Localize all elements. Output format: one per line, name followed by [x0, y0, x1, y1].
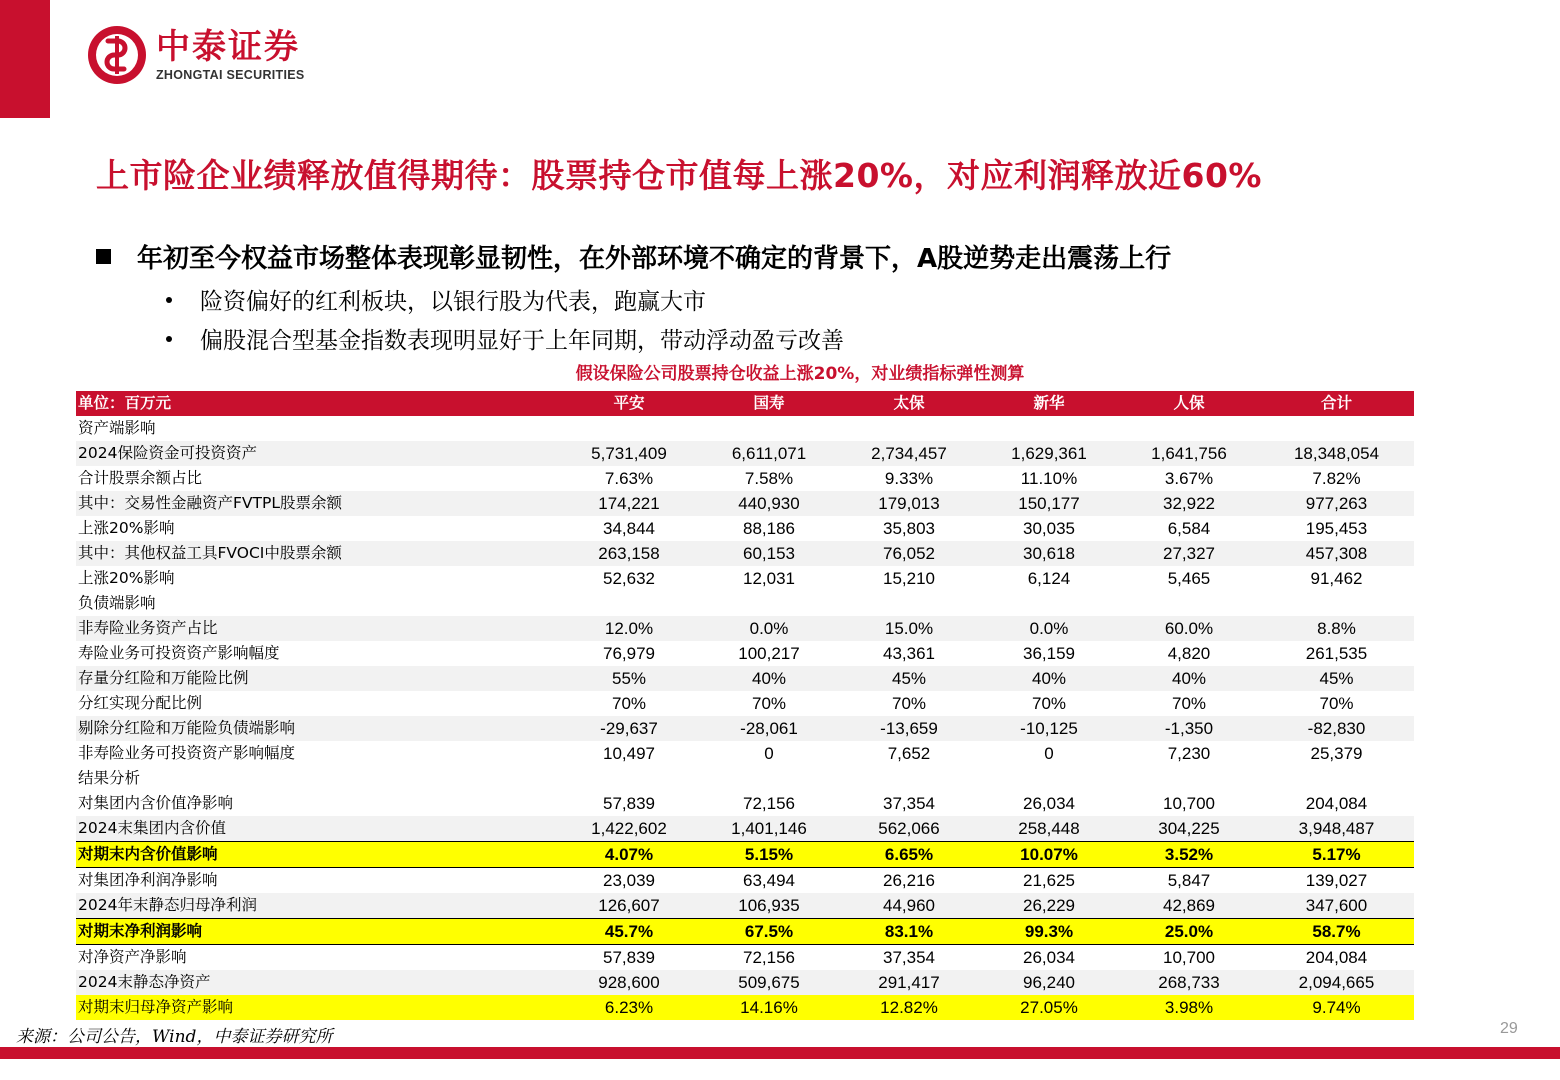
value-cell: 45% [839, 666, 979, 691]
value-cell [839, 591, 979, 616]
value-cell: 10,700 [1163, 948, 1215, 967]
value-cell: 35,803 [883, 519, 935, 538]
value-cell [699, 766, 839, 791]
value-cell: 32,922 [1119, 491, 1259, 516]
left-accent-bar [0, 0, 50, 118]
value-cell [699, 591, 839, 616]
value-cell: 11.10% [1020, 469, 1078, 488]
value-cell: 45.7% [559, 919, 699, 945]
value-cell: 70% [891, 694, 927, 713]
value-cell: 0.0% [699, 616, 839, 641]
value-cell: 12.82% [839, 995, 979, 1020]
table-row [76, 970, 1414, 995]
value-cell [1119, 766, 1259, 791]
table-row [76, 842, 1414, 868]
value-cell: 4.07% [559, 842, 699, 868]
header-company-cell: 太保 [839, 391, 979, 416]
value-cell: 258,448 [979, 816, 1119, 842]
table-row [76, 816, 1414, 842]
value-cell: 6,611,071 [699, 441, 839, 466]
value-cell: 99.3% [979, 919, 1119, 945]
value-cell: 204,084 [1305, 948, 1368, 967]
table-row [76, 716, 1414, 741]
table-row [76, 616, 1414, 641]
value-cell [1259, 416, 1414, 441]
table-row [76, 766, 1414, 791]
table-row [76, 491, 1414, 516]
value-cell: 509,675 [699, 970, 839, 995]
value-cell: 5.15% [699, 842, 839, 868]
sub-bullet-2 [166, 322, 844, 355]
square-bullet-icon [96, 249, 111, 264]
value-cell: 10.07% [979, 842, 1119, 868]
value-cell: 5.17% [1259, 842, 1414, 868]
value-cell: 291,417 [839, 970, 979, 995]
value-cell: 139,027 [1305, 871, 1368, 890]
value-cell: 100,217 [738, 644, 800, 663]
value-cell: 15.0% [839, 616, 979, 641]
value-cell: 30,618 [979, 541, 1119, 566]
table-row [76, 566, 1414, 591]
value-cell: 14.16% [699, 995, 839, 1020]
value-cell: 27.05% [979, 995, 1119, 1020]
value-cell: 52,632 [603, 569, 655, 588]
row-label-cell: 寿险业务可投资资产影响幅度 [78, 644, 280, 662]
value-cell: 67.5% [699, 919, 839, 945]
value-cell: 10,700 [1163, 794, 1215, 813]
zhongtai-logo-icon [86, 24, 148, 86]
value-cell: 9.33% [884, 469, 934, 488]
logo-name-en: ZHONGTAI SECURITIES [156, 68, 305, 82]
value-cell: 60.0% [1119, 616, 1259, 641]
value-cell: 1,641,756 [1119, 441, 1259, 466]
value-cell: 0 [764, 744, 774, 763]
value-cell: 150,177 [979, 491, 1119, 516]
value-cell: 106,935 [699, 893, 839, 919]
value-cell: 0 [1044, 744, 1054, 763]
value-cell: 7,652 [887, 744, 931, 763]
value-cell: 1,422,602 [559, 816, 699, 842]
table-header-row [76, 391, 1414, 416]
value-cell: 37,354 [883, 948, 935, 967]
value-cell: 76,979 [603, 644, 655, 663]
value-cell [559, 416, 699, 441]
value-cell: 2,094,665 [1259, 970, 1414, 995]
sub-bullet-text: 偏股混合型基金指数表现明显好于上年同期，带动浮动盈亏改善 [200, 328, 844, 354]
value-cell: 179,013 [839, 491, 979, 516]
value-cell: 63,494 [743, 871, 795, 890]
value-cell: 3.52% [1119, 842, 1259, 868]
dot-bullet-icon [166, 297, 172, 303]
table-row [76, 791, 1414, 816]
table-row [76, 441, 1414, 466]
value-cell: 60,153 [699, 541, 839, 566]
value-cell: 928,600 [559, 970, 699, 995]
row-label-cell: 负债端影响 [78, 594, 156, 612]
sub-bullet-text: 险资偏好的红利板块，以银行股为代表，跑赢大市 [200, 289, 706, 315]
footer-bar [0, 1047, 1560, 1059]
value-cell: 96,240 [979, 970, 1119, 995]
table-row [76, 466, 1414, 491]
value-cell: 174,221 [559, 491, 699, 516]
value-cell: 23,039 [603, 871, 655, 890]
value-cell: 76,052 [839, 541, 979, 566]
header-company-cell: 新华 [979, 391, 1119, 416]
value-cell: 6,124 [1027, 569, 1071, 588]
table-row [76, 666, 1414, 691]
value-cell: 347,600 [1259, 893, 1414, 919]
value-cell: 36,159 [1023, 644, 1075, 663]
value-cell: 6.65% [839, 842, 979, 868]
table-row [76, 541, 1414, 566]
value-cell: 72,156 [743, 794, 795, 813]
value-cell: 57,839 [603, 794, 655, 813]
value-cell: 1,401,146 [699, 816, 839, 842]
value-cell [1259, 766, 1414, 791]
table-row [76, 516, 1414, 541]
table-row [76, 868, 1414, 894]
value-cell: 7,230 [1167, 744, 1211, 763]
value-cell: -10,125 [979, 716, 1119, 741]
value-cell: 26,034 [1023, 794, 1075, 813]
value-cell [979, 766, 1119, 791]
value-cell: 57,839 [603, 948, 655, 967]
value-cell [1119, 416, 1259, 441]
main-bullet-text: 年初至今权益市场整体表现彰显韧性，在外部环境不确定的背景下，A股逆势走出震荡上行 [137, 244, 1172, 274]
value-cell: 6,584 [1167, 519, 1211, 538]
dot-bullet-icon [166, 336, 172, 342]
value-cell [559, 766, 699, 791]
row-label-cell: 剔除分红险和万能险负债端影响 [76, 716, 559, 741]
value-cell: 9.74% [1259, 995, 1414, 1020]
row-label-cell: 存量分红险和万能险比例 [76, 666, 559, 691]
value-cell: 3.98% [1119, 995, 1259, 1020]
value-cell: 263,158 [559, 541, 699, 566]
value-cell: 37,354 [883, 794, 935, 813]
value-cell: 42,869 [1119, 893, 1259, 919]
value-cell: 7.58% [744, 469, 794, 488]
value-cell: 45% [1259, 666, 1414, 691]
value-cell: 10,497 [603, 744, 655, 763]
table-row [76, 893, 1414, 919]
value-cell [979, 591, 1119, 616]
header-unit-cell: 单位：百万元 [76, 391, 559, 416]
value-cell: -1,350 [1119, 716, 1259, 741]
value-cell: 204,084 [1305, 794, 1368, 813]
row-label-cell: 其中：其他权益工具FVOCI中股票余额 [76, 541, 559, 566]
row-label-cell: 对净资产净影响 [78, 948, 187, 966]
table-row [76, 741, 1414, 766]
value-cell: 34,844 [603, 519, 655, 538]
row-label-cell: 对集团净利润净影响 [78, 871, 218, 889]
table-row [76, 416, 1414, 441]
sensitivity-table [76, 391, 1414, 1020]
source-note: 来源：公司公告，Wind，中泰证券研究所 [16, 1027, 333, 1047]
value-cell: 0.0% [979, 616, 1119, 641]
value-cell: 83.1% [839, 919, 979, 945]
value-cell: 1,629,361 [979, 441, 1119, 466]
logo [86, 24, 305, 86]
value-cell: 3,948,487 [1259, 816, 1414, 842]
row-label-cell: 分红实现分配比例 [78, 694, 203, 712]
table-body [76, 416, 1414, 1020]
table-row [76, 591, 1414, 616]
row-label-cell: 合计股票余额占比 [78, 469, 203, 487]
value-cell: 58.7% [1259, 919, 1414, 945]
value-cell: 268,733 [1119, 970, 1259, 995]
value-cell: 2,734,457 [839, 441, 979, 466]
value-cell: 261,535 [1305, 644, 1368, 663]
row-label-cell: 上涨20%影响 [78, 519, 175, 537]
value-cell: 91,462 [1310, 569, 1363, 588]
header-company-cell: 国寿 [699, 391, 839, 416]
value-cell [839, 416, 979, 441]
value-cell: 440,930 [699, 491, 839, 516]
value-cell: 44,960 [839, 893, 979, 919]
value-cell: 70% [1171, 694, 1207, 713]
value-cell: 70% [751, 694, 787, 713]
value-cell: 457,308 [1259, 541, 1414, 566]
main-bullet [96, 238, 1171, 275]
table-row [76, 641, 1414, 666]
row-label-cell: 2024末集团内含价值 [76, 816, 559, 842]
value-cell: 26,216 [883, 871, 935, 890]
value-cell: 977,263 [1259, 491, 1414, 516]
value-cell: 30,035 [1023, 519, 1075, 538]
value-cell: 15,210 [883, 569, 935, 588]
value-cell: 43,361 [883, 644, 935, 663]
value-cell: 6.23% [559, 995, 699, 1020]
header-company-cell: 合计 [1259, 391, 1414, 416]
value-cell: 70% [611, 694, 647, 713]
value-cell: 562,066 [839, 816, 979, 842]
value-cell [1119, 591, 1259, 616]
value-cell: 26,229 [979, 893, 1119, 919]
page-title: 上市险企业绩释放值得期待：股票持仓市值每上涨20%，对应利润释放近60% [96, 156, 1262, 195]
row-label-cell: 对期末净利润影响 [76, 919, 559, 945]
value-cell: 70% [1031, 694, 1067, 713]
value-cell: 7.82% [1312, 469, 1361, 488]
row-label-cell: 对集团内含价值净影响 [78, 794, 234, 812]
value-cell [559, 591, 699, 616]
row-label-cell: 2024保险资金可投资资产 [76, 441, 559, 466]
row-label-cell: 结果分析 [78, 769, 141, 787]
value-cell [699, 416, 839, 441]
value-cell: 55% [559, 666, 699, 691]
value-cell: 12,031 [743, 569, 795, 588]
value-cell: 12.0% [559, 616, 699, 641]
value-cell: -29,637 [559, 716, 699, 741]
value-cell [1259, 591, 1414, 616]
header-company-cell: 平安 [559, 391, 699, 416]
value-cell: 40% [1119, 666, 1259, 691]
value-cell: 8.8% [1259, 616, 1414, 641]
value-cell [979, 416, 1119, 441]
value-cell: 5,731,409 [559, 441, 699, 466]
row-label-cell: 其中：交易性金融资产FVTPL股票余额 [76, 491, 559, 516]
value-cell: 25.0% [1119, 919, 1259, 945]
row-label-cell: 非寿险业务可投资资产影响幅度 [78, 744, 296, 762]
value-cell: 7.63% [604, 469, 654, 488]
logo-name-cn: 中泰证券 [156, 27, 300, 67]
value-cell: 4,820 [1167, 644, 1211, 663]
row-label-cell: 对期末归母净资产影响 [76, 995, 559, 1020]
row-label-cell: 2024末静态净资产 [76, 970, 559, 995]
value-cell: 40% [979, 666, 1119, 691]
table-title: 假设保险公司股票持仓收益上涨20%，对业绩指标弹性测算 [575, 364, 1025, 384]
row-label-cell: 非寿险业务资产占比 [76, 616, 559, 641]
sub-bullet-1 [166, 283, 706, 316]
value-cell: 70% [1319, 694, 1354, 713]
value-cell: 126,607 [559, 893, 699, 919]
value-cell: 3.67% [1164, 469, 1214, 488]
table-row [76, 691, 1414, 716]
value-cell: -28,061 [699, 716, 839, 741]
value-cell [839, 766, 979, 791]
value-cell: -82,830 [1259, 716, 1414, 741]
value-cell: 18,348,054 [1259, 441, 1414, 466]
value-cell: 88,186 [743, 519, 795, 538]
row-label-cell: 资产端影响 [78, 419, 156, 437]
value-cell: 27,327 [1119, 541, 1259, 566]
value-cell: 195,453 [1305, 519, 1368, 538]
row-label-cell: 2024年末静态归母净利润 [76, 893, 559, 919]
value-cell: 25,379 [1310, 744, 1363, 763]
value-cell: 5,847 [1167, 871, 1211, 890]
value-cell: 26,034 [1023, 948, 1075, 967]
table-row [76, 995, 1414, 1020]
row-label-cell: 上涨20%影响 [78, 569, 175, 587]
value-cell: -13,659 [839, 716, 979, 741]
value-cell: 21,625 [1023, 871, 1075, 890]
page-number: 29 [1500, 1020, 1518, 1037]
value-cell: 72,156 [743, 948, 795, 967]
value-cell: 304,225 [1119, 816, 1259, 842]
row-label-cell: 对期末内含价值影响 [76, 842, 559, 868]
value-cell: 5,465 [1167, 569, 1211, 588]
table-row [76, 919, 1414, 945]
value-cell: 40% [699, 666, 839, 691]
table-row [76, 945, 1414, 971]
header-company-cell: 人保 [1119, 391, 1259, 416]
